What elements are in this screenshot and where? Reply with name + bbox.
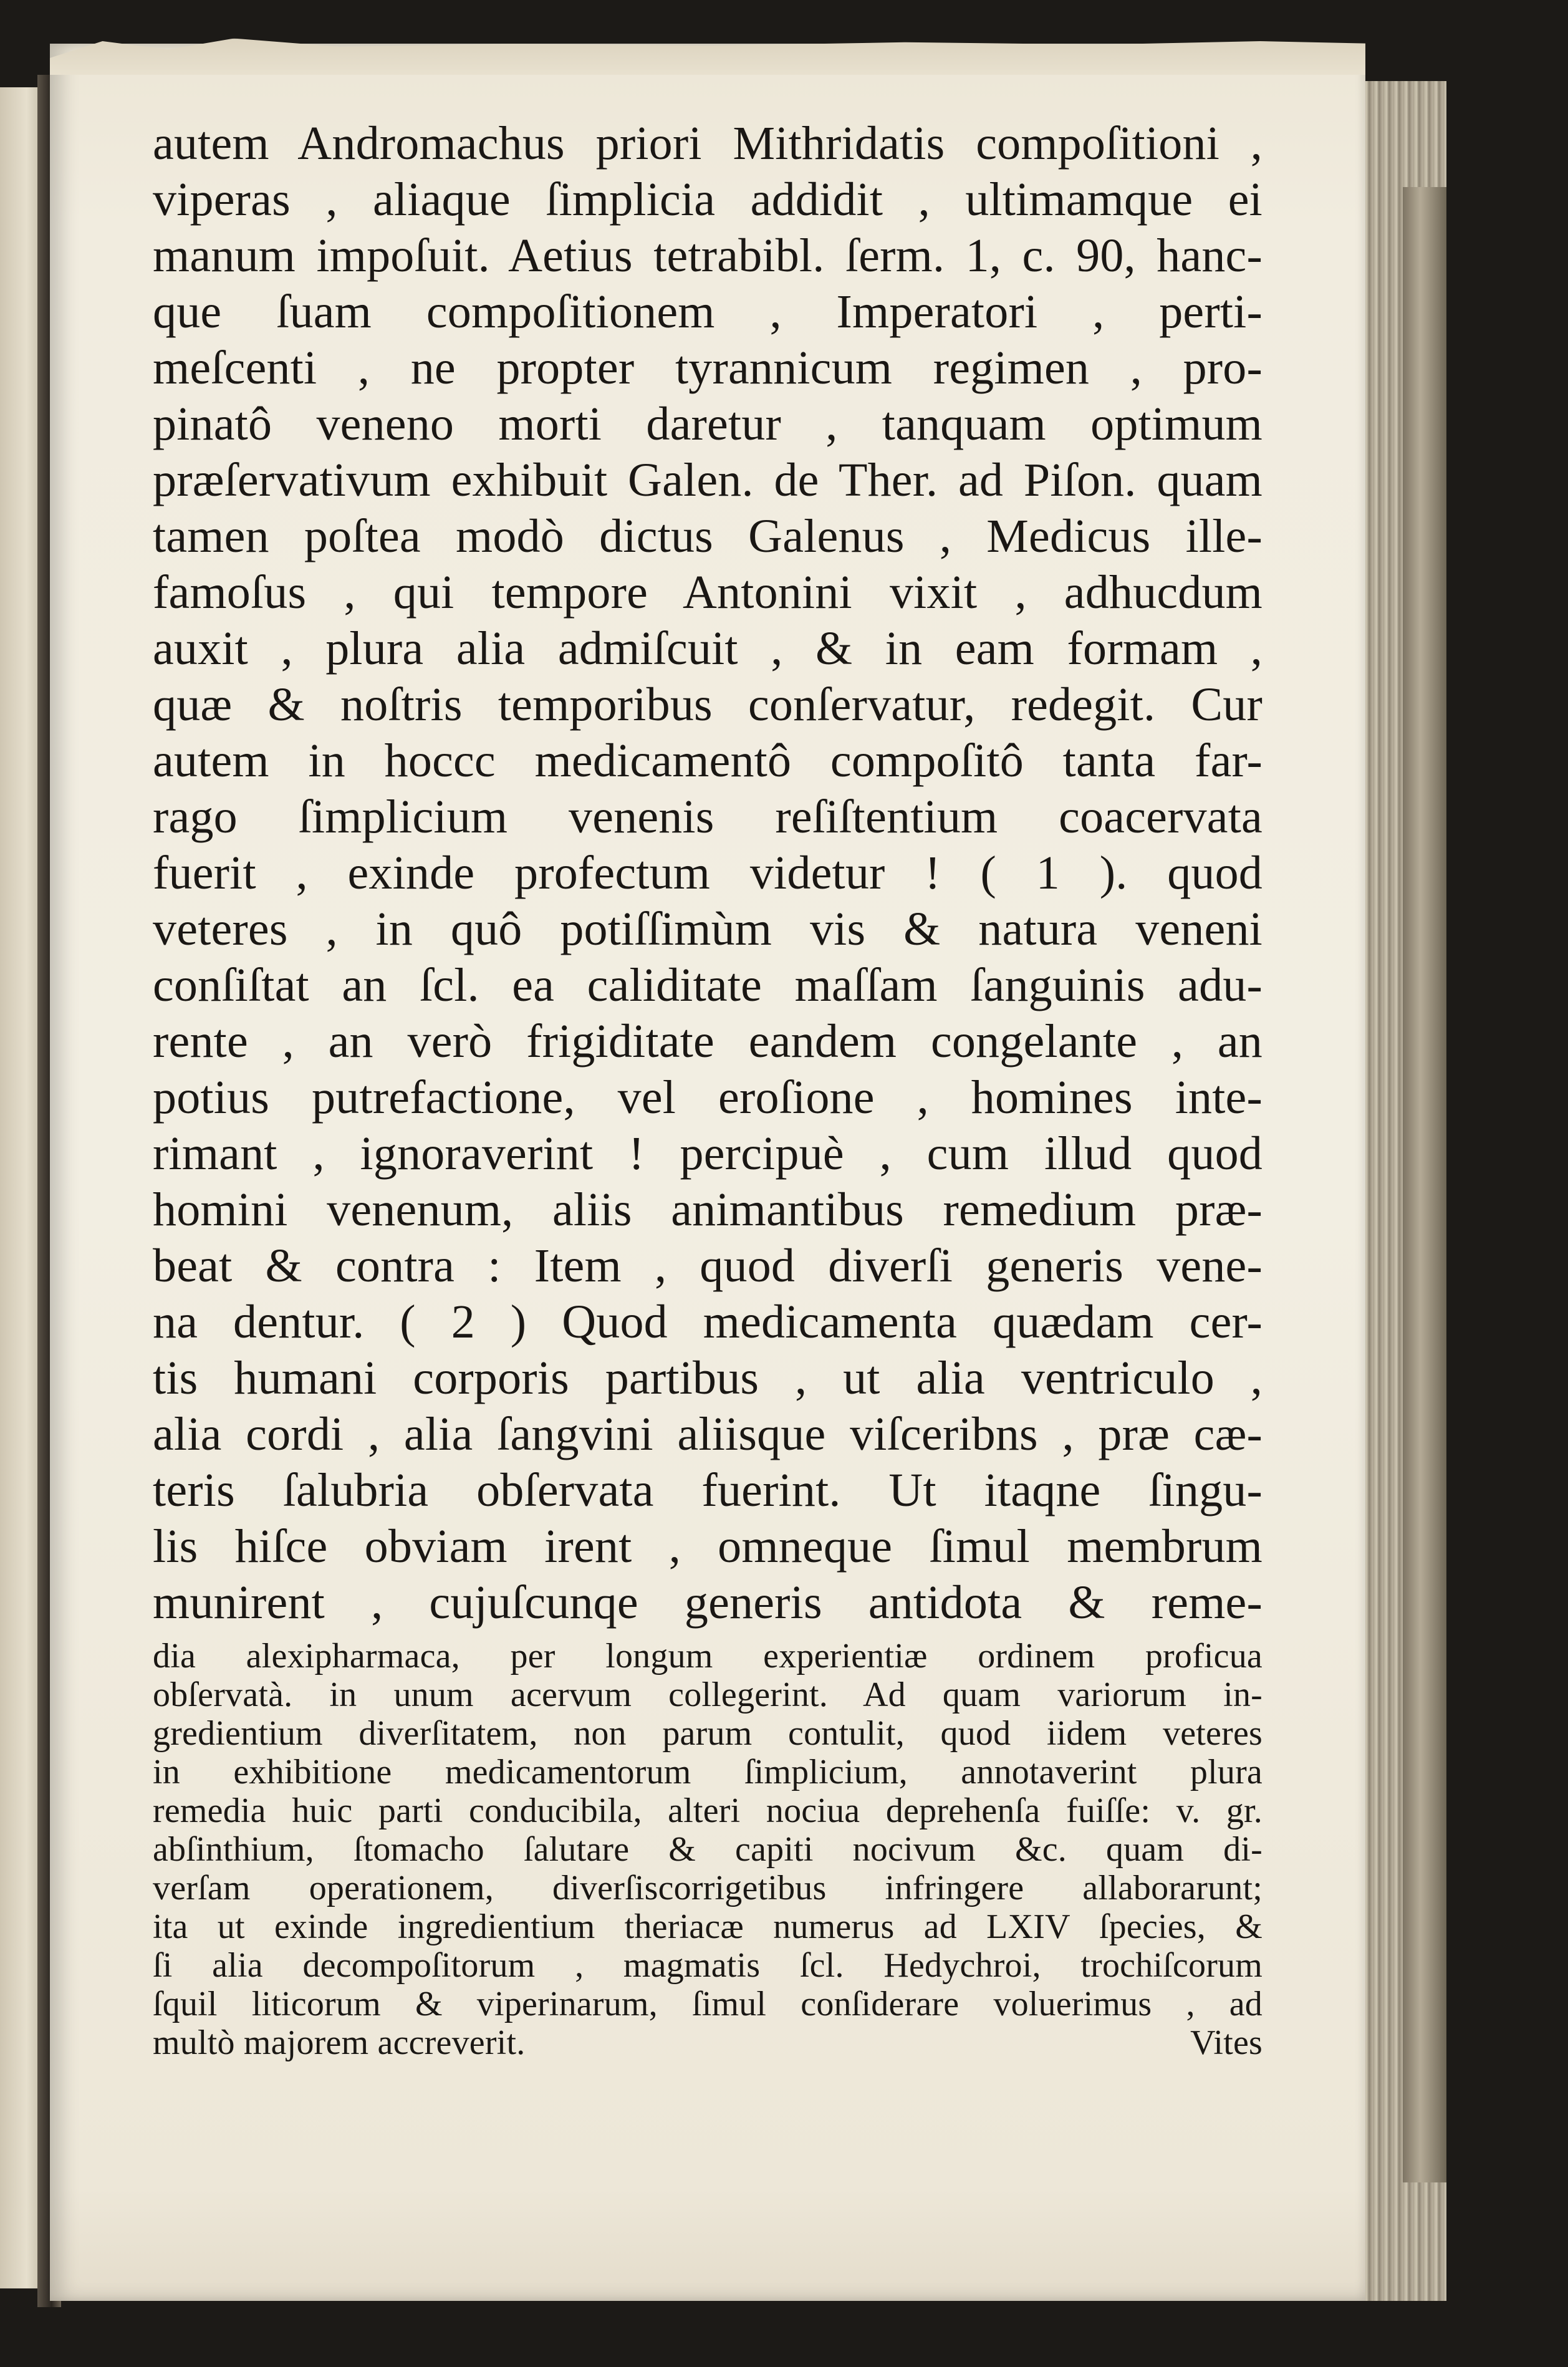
text-line: munirent , cujuſcunqe generis antidota & reme- <box>153 1576 1263 1629</box>
text-line: homini venenum, aliis animantibus remedium præ- <box>153 1184 1263 1236</box>
text-line: famoſus , qui tempore Antonini vixit , adhucdum <box>153 566 1263 619</box>
note-line: ſi alia decompoſitorum , magmatis ſcl. Hedychroi, trochiſcorum <box>153 1946 1263 1985</box>
torn-top-edge <box>50 19 1365 75</box>
text-line: viperas , aliaque ſimplicia addidit , ultimamque ei <box>153 173 1263 226</box>
text-line: meſcenti , ne propter tyrannicum regimen , pro- <box>153 342 1263 394</box>
text-line: teris ſalubria obſervata fuerint. Ut itaqne ſingu- <box>153 1464 1263 1516</box>
note-line: remedia huic parti conducibila, alteri nociua deprehenſa fuiſſe: v. gr. <box>153 1791 1263 1830</box>
text-line: rente , an verò frigiditate eandem congelante , an <box>153 1015 1263 1068</box>
note-line: verſam operationem, diverſiscorrigetibus infringere allaborarunt; <box>153 1869 1263 1907</box>
text-line: beat & contra : Item , quod diverſi generis vene- <box>153 1240 1263 1292</box>
text-line: auxit , plura alia admiſcuit , & in eam formam , <box>153 622 1263 675</box>
text-line: fuerit , exinde profectum videtur ! ( 1 ). quod <box>153 847 1263 899</box>
text-line: rimant , ignoraverint ! percipuè , cum illud quod <box>153 1127 1263 1180</box>
text-line: alia cordi , alia ſangvini aliisque viſceribns , præ cæ- <box>153 1408 1263 1460</box>
text-line: que ſuam compoſitionem , Imperatori , perti- <box>153 286 1263 338</box>
note-line: ſquil liticorum & viperinarum, ſimul conſiderare voluerimus , ad <box>153 1985 1263 2023</box>
text-line: autem in hoccc medicamentô compoſitô tanta far- <box>153 735 1263 787</box>
text-line: lis hiſce obviam irent , omneque ſimul membrum <box>153 1520 1263 1573</box>
text-line: veteres , in quô potiſſimùm vis & natura veneni <box>153 903 1263 955</box>
page-stack-shadow <box>1403 187 1446 2182</box>
note-line: obſervatà. in unum acervum collegerint. Ad quam variorum in- <box>153 1675 1263 1714</box>
note-line: ita ut exinde ingredientium theriacæ numerus ad LXIV ſpecies, & <box>153 1907 1263 1946</box>
note-line: in exhibitione medicamentorum ſimplicium, annotaverint plura <box>153 1753 1263 1791</box>
text-line: rago ſimplicium venenis reſiſtentium coacervata <box>153 791 1263 843</box>
text-line: autem Andromachus priori Mithridatis compoſitioni , <box>153 117 1263 170</box>
note-line: multò majorem accreverit. <box>153 2023 526 2062</box>
text-line: manum impoſuit. Aetius tetrabibl. ſerm. 1, c. 90, hanc- <box>153 229 1263 282</box>
text-line: quæ & noſtris temporibus conſervatur, redegit. Cur <box>153 678 1263 731</box>
text-line: tis humani corporis partibus , ut alia ventriculo , <box>153 1352 1263 1404</box>
text-line: tamen poſtea modò dictus Galenus , Medicus ille- <box>153 510 1263 562</box>
text-line: conſiſtat an ſcl. ea caliditate maſſam ſanguinis adu- <box>153 959 1263 1011</box>
text-line: potius putrefactione, vel eroſione , homines inte- <box>153 1071 1263 1124</box>
note-line: dia alexipharmaca, per longum experientiæ ordinem proficua <box>153 1637 1263 1675</box>
text-line: præſervativum exhibuit Galen. de Ther. ad Piſon. quam <box>153 454 1263 506</box>
text-line: pinatô veneno morti daretur , tanquam optimum <box>153 398 1263 450</box>
text-line: na dentur. ( 2 ) Quod medicamenta quædam cer- <box>153 1296 1263 1348</box>
note-line: abſinthium, ſtomacho ſalutare & capiti nocivum &c. quam di- <box>153 1830 1263 1869</box>
catchword: Vites <box>1190 2023 1263 2062</box>
note-line: gredientium diverſitatem, non parum contulit, quod iidem veteres <box>153 1714 1263 1753</box>
